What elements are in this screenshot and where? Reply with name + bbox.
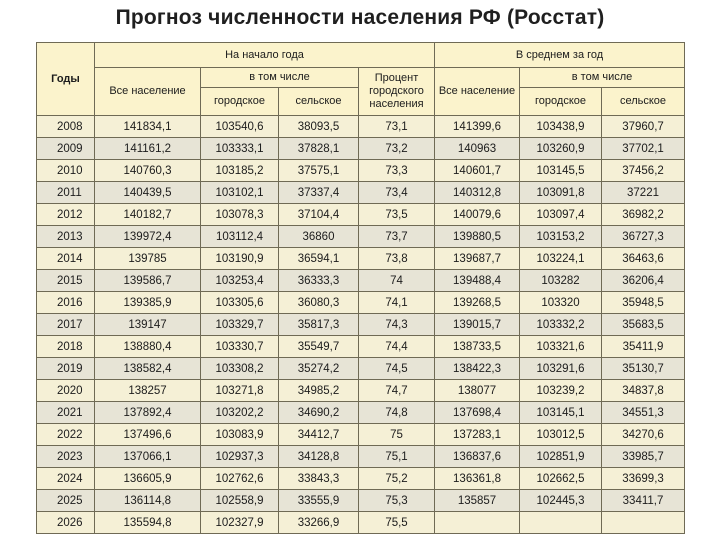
total-population-cell: 136114,8 — [95, 490, 201, 512]
table-row — [37, 468, 685, 490]
table-row — [37, 182, 685, 204]
urban-cell: 103102,1 — [201, 182, 279, 204]
population-forecast-table — [36, 42, 685, 534]
rural-avg-cell: 36463,6 — [602, 248, 685, 270]
total-population-cell: 139385,9 — [95, 292, 201, 314]
urban-cell: 103305,6 — [201, 292, 279, 314]
total-population-cell: 137496,6 — [95, 424, 201, 446]
urban-cell: 103078,3 — [201, 204, 279, 226]
total-population-cell: 141161,2 — [95, 138, 201, 160]
urban-cell: 103540,6 — [201, 116, 279, 138]
urban-avg-cell — [520, 512, 602, 534]
year-cell: 2020 — [37, 380, 95, 402]
rural-cell: 34412,7 — [279, 424, 359, 446]
rural-avg-cell: 35130,7 — [602, 358, 685, 380]
rural-avg-cell: 35411,9 — [602, 336, 685, 358]
year-cell: 2019 — [37, 358, 95, 380]
year-cell: 2014 — [37, 248, 95, 270]
urban-percent-cell: 74,1 — [359, 292, 435, 314]
total-population-cell: 136605,9 — [95, 468, 201, 490]
urban-cell: 103202,2 — [201, 402, 279, 424]
total-avg-cell: 140079,6 — [435, 204, 520, 226]
rural-cell: 33266,9 — [279, 512, 359, 534]
urban-percent-cell: 73,7 — [359, 226, 435, 248]
table-row — [37, 380, 685, 402]
urban-avg-cell: 103438,9 — [520, 116, 602, 138]
urban-cell: 103333,1 — [201, 138, 279, 160]
year-cell: 2013 — [37, 226, 95, 248]
total-population-cell: 139147 — [95, 314, 201, 336]
rural-avg-cell: 35683,5 — [602, 314, 685, 336]
header-total-population: Все население — [95, 68, 201, 116]
total-avg-cell: 137698,4 — [435, 402, 520, 424]
urban-avg-cell: 103282 — [520, 270, 602, 292]
rural-avg-cell: 33985,7 — [602, 446, 685, 468]
urban-avg-cell: 103321,6 — [520, 336, 602, 358]
urban-avg-cell: 102662,5 — [520, 468, 602, 490]
urban-percent-cell: 74,8 — [359, 402, 435, 424]
year-cell: 2023 — [37, 446, 95, 468]
total-avg-cell: 136361,8 — [435, 468, 520, 490]
table-row — [37, 446, 685, 468]
table-row — [37, 314, 685, 336]
table-row — [37, 402, 685, 424]
urban-percent-cell: 74,4 — [359, 336, 435, 358]
year-cell: 2012 — [37, 204, 95, 226]
table-row — [37, 248, 685, 270]
rural-avg-cell: 34270,6 — [602, 424, 685, 446]
total-population-cell: 141834,1 — [95, 116, 201, 138]
urban-cell: 103190,9 — [201, 248, 279, 270]
year-cell: 2011 — [37, 182, 95, 204]
urban-cell: 102762,6 — [201, 468, 279, 490]
table-row — [37, 138, 685, 160]
rural-cell: 34128,8 — [279, 446, 359, 468]
urban-avg-cell: 103332,2 — [520, 314, 602, 336]
total-avg-cell: 138733,5 — [435, 336, 520, 358]
table-row — [37, 204, 685, 226]
year-cell: 2025 — [37, 490, 95, 512]
rural-cell: 37828,1 — [279, 138, 359, 160]
rural-cell: 36594,1 — [279, 248, 359, 270]
table-row — [37, 226, 685, 248]
rural-cell: 35274,2 — [279, 358, 359, 380]
urban-avg-cell: 103091,8 — [520, 182, 602, 204]
total-population-cell: 138880,4 — [95, 336, 201, 358]
urban-percent-cell: 73,2 — [359, 138, 435, 160]
total-avg-cell: 139015,7 — [435, 314, 520, 336]
total-population-cell: 139586,7 — [95, 270, 201, 292]
header-rural: сельское — [279, 88, 359, 116]
rural-avg-cell — [602, 512, 685, 534]
total-avg-cell: 140312,8 — [435, 182, 520, 204]
rural-cell: 34690,2 — [279, 402, 359, 424]
urban-avg-cell: 103145,5 — [520, 160, 602, 182]
rural-cell: 33555,9 — [279, 490, 359, 512]
urban-avg-cell: 103260,9 — [520, 138, 602, 160]
table-row — [37, 336, 685, 358]
rural-cell: 33843,3 — [279, 468, 359, 490]
rural-cell: 36333,3 — [279, 270, 359, 292]
header-years: Годы — [37, 43, 95, 116]
total-population-cell: 140439,5 — [95, 182, 201, 204]
urban-cell: 102327,9 — [201, 512, 279, 534]
urban-percent-cell: 75,2 — [359, 468, 435, 490]
year-cell: 2017 — [37, 314, 95, 336]
urban-avg-cell: 103239,2 — [520, 380, 602, 402]
rural-avg-cell: 33699,3 — [602, 468, 685, 490]
rural-cell: 34985,2 — [279, 380, 359, 402]
year-cell: 2021 — [37, 402, 95, 424]
total-avg-cell: 137283,1 — [435, 424, 520, 446]
year-cell: 2015 — [37, 270, 95, 292]
urban-cell: 103253,4 — [201, 270, 279, 292]
total-population-cell: 139972,4 — [95, 226, 201, 248]
total-avg-cell: 139687,7 — [435, 248, 520, 270]
table-row — [37, 160, 685, 182]
urban-percent-cell: 75,5 — [359, 512, 435, 534]
header-average-of-year: В среднем за год — [435, 43, 685, 68]
total-population-cell: 138582,4 — [95, 358, 201, 380]
total-avg-cell: 141399,6 — [435, 116, 520, 138]
urban-cell: 103330,7 — [201, 336, 279, 358]
rural-avg-cell: 37456,2 — [602, 160, 685, 182]
page-title: Прогноз численности населения РФ (Росстат) — [115, 6, 605, 29]
total-population-cell: 139785 — [95, 248, 201, 270]
urban-cell: 103329,7 — [201, 314, 279, 336]
header-urban-percent: Процент городского населения — [359, 68, 435, 116]
total-population-cell: 140182,7 — [95, 204, 201, 226]
total-avg-cell: 140601,7 — [435, 160, 520, 182]
header-including-avg: в том числе — [520, 68, 685, 88]
urban-percent-cell: 74,5 — [359, 358, 435, 380]
urban-cell: 103271,8 — [201, 380, 279, 402]
year-cell: 2024 — [37, 468, 95, 490]
urban-avg-cell: 103012,5 — [520, 424, 602, 446]
total-population-cell: 137892,4 — [95, 402, 201, 424]
header-including: в том числе — [201, 68, 359, 88]
urban-cell: 102937,3 — [201, 446, 279, 468]
table-body — [37, 116, 685, 534]
rural-avg-cell: 36727,3 — [602, 226, 685, 248]
urban-percent-cell: 73,5 — [359, 204, 435, 226]
year-cell: 2009 — [37, 138, 95, 160]
table-header — [37, 43, 685, 116]
rural-cell: 35549,7 — [279, 336, 359, 358]
total-avg-cell — [435, 512, 520, 534]
total-avg-cell: 139880,5 — [435, 226, 520, 248]
rural-avg-cell: 36982,2 — [602, 204, 685, 226]
total-population-cell: 135594,8 — [95, 512, 201, 534]
header-urban-avg: городское — [520, 88, 602, 116]
urban-avg-cell: 102445,3 — [520, 490, 602, 512]
urban-percent-cell: 73,8 — [359, 248, 435, 270]
total-population-cell: 137066,1 — [95, 446, 201, 468]
urban-percent-cell: 73,1 — [359, 116, 435, 138]
year-cell: 2016 — [37, 292, 95, 314]
year-cell: 2018 — [37, 336, 95, 358]
rural-cell: 37337,4 — [279, 182, 359, 204]
total-avg-cell: 139488,4 — [435, 270, 520, 292]
rural-avg-cell: 33411,7 — [602, 490, 685, 512]
urban-percent-cell: 74 — [359, 270, 435, 292]
header-start-of-year: На начало года — [95, 43, 435, 68]
rural-avg-cell: 37221 — [602, 182, 685, 204]
urban-cell: 103185,2 — [201, 160, 279, 182]
table-row — [37, 490, 685, 512]
total-avg-cell: 138422,3 — [435, 358, 520, 380]
urban-percent-cell: 75,1 — [359, 446, 435, 468]
urban-avg-cell: 103291,6 — [520, 358, 602, 380]
urban-cell: 103083,9 — [201, 424, 279, 446]
total-avg-cell: 136837,6 — [435, 446, 520, 468]
rural-avg-cell: 37960,7 — [602, 116, 685, 138]
table-row — [37, 358, 685, 380]
year-cell: 2022 — [37, 424, 95, 446]
total-avg-cell: 139268,5 — [435, 292, 520, 314]
urban-avg-cell: 103097,4 — [520, 204, 602, 226]
rural-cell: 35817,3 — [279, 314, 359, 336]
urban-cell: 103112,4 — [201, 226, 279, 248]
rural-avg-cell: 34837,8 — [602, 380, 685, 402]
urban-percent-cell: 73,4 — [359, 182, 435, 204]
total-avg-cell: 135857 — [435, 490, 520, 512]
urban-percent-cell: 75,3 — [359, 490, 435, 512]
header-rural-avg: сельское — [602, 88, 685, 116]
table-row — [37, 292, 685, 314]
urban-percent-cell: 74,3 — [359, 314, 435, 336]
urban-avg-cell: 103145,1 — [520, 402, 602, 424]
total-population-cell: 140760,3 — [95, 160, 201, 182]
header-total-population-avg: Все население — [435, 68, 520, 116]
rural-cell: 37575,1 — [279, 160, 359, 182]
rural-avg-cell: 37702,1 — [602, 138, 685, 160]
total-avg-cell: 138077 — [435, 380, 520, 402]
rural-avg-cell: 36206,4 — [602, 270, 685, 292]
table-row — [37, 270, 685, 292]
urban-percent-cell: 74,7 — [359, 380, 435, 402]
urban-percent-cell: 75 — [359, 424, 435, 446]
urban-cell: 102558,9 — [201, 490, 279, 512]
population-table-container — [36, 42, 684, 534]
rural-cell: 38093,5 — [279, 116, 359, 138]
urban-avg-cell: 103153,2 — [520, 226, 602, 248]
total-population-cell: 138257 — [95, 380, 201, 402]
table-row — [37, 424, 685, 446]
urban-avg-cell: 103224,1 — [520, 248, 602, 270]
year-cell: 2008 — [37, 116, 95, 138]
header-urban: городское — [201, 88, 279, 116]
table-row — [37, 512, 685, 534]
rural-avg-cell: 34551,3 — [602, 402, 685, 424]
table-row — [37, 116, 685, 138]
rural-avg-cell: 35948,5 — [602, 292, 685, 314]
urban-avg-cell: 103320 — [520, 292, 602, 314]
urban-cell: 103308,2 — [201, 358, 279, 380]
rural-cell: 36860 — [279, 226, 359, 248]
year-cell: 2026 — [37, 512, 95, 534]
year-cell: 2010 — [37, 160, 95, 182]
total-avg-cell: 140963 — [435, 138, 520, 160]
urban-avg-cell: 102851,9 — [520, 446, 602, 468]
rural-cell: 36080,3 — [279, 292, 359, 314]
urban-percent-cell: 73,3 — [359, 160, 435, 182]
rural-cell: 37104,4 — [279, 204, 359, 226]
